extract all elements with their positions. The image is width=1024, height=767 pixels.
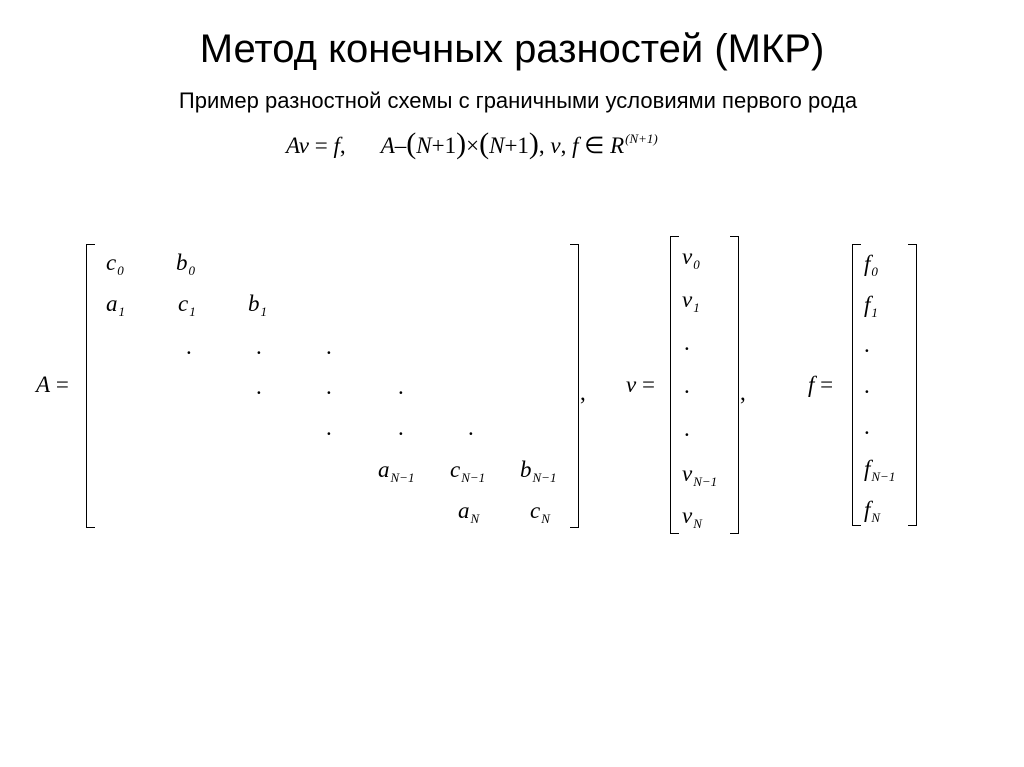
formula-dash: – xyxy=(394,133,407,158)
formula-element-of: ∈ xyxy=(584,133,605,158)
matrix-A-dot: . xyxy=(326,374,332,399)
vector-v-equals: = xyxy=(641,372,655,397)
slide-subtitle: Пример разностной схемы с граничными условиями первого рода xyxy=(178,88,858,113)
vector-f-entry: $f_0$ xyxy=(864,251,878,279)
vector-v-entry: $v_1$ xyxy=(682,287,700,315)
matrix-A-dot: . xyxy=(398,415,404,440)
formula-lparen-2: ( xyxy=(479,127,490,160)
slide-title: Метод конечных разностей (МКР) xyxy=(199,27,825,71)
formula-f: f xyxy=(333,133,340,158)
vector-f-dot: . xyxy=(864,373,870,398)
formula-A: A xyxy=(286,133,299,158)
vector-f-entry: $f_N$ xyxy=(864,497,881,525)
formula-f-2: f xyxy=(572,133,579,158)
vector-v-comma: , xyxy=(740,380,746,405)
matrix-A-cell-c1: $c_1$ xyxy=(178,291,196,319)
matrix-A-dot: . xyxy=(468,415,474,440)
formula-comma-1: , xyxy=(339,133,346,158)
matrix-A-cell-aN-1: $a_{N-1}$ xyxy=(378,457,415,485)
vector-v-left-bracket xyxy=(670,236,679,534)
vector-f-dot: . xyxy=(864,414,870,439)
matrix-A-equals: = xyxy=(55,372,69,397)
vector-v-label xyxy=(626,372,655,398)
formula-plus-one-1: +1 xyxy=(431,133,457,158)
vector-f-dot: . xyxy=(864,332,870,357)
formula-rparen-2: ) xyxy=(528,127,539,160)
vector-f-right-bracket xyxy=(908,244,917,526)
matrix-A-cell-a1: $a_1$ xyxy=(106,291,125,319)
formula-N-1: N xyxy=(416,133,432,158)
vector-f-equals: = xyxy=(820,372,834,397)
system-formula xyxy=(286,127,658,161)
formula-rparen-1: ) xyxy=(456,127,467,160)
matrix-A-cell-cN: $c_N$ xyxy=(530,498,550,526)
matrix-A-cell-bN-1: $b_{N-1}$ xyxy=(520,457,557,485)
matrix-A-label xyxy=(36,372,69,398)
vector-f-left-bracket xyxy=(852,244,861,526)
matrix-A-cell-cN-1: $c_{N-1}$ xyxy=(450,457,486,485)
formula-N-2: N xyxy=(489,133,505,158)
formula-plus-one-2: +1 xyxy=(504,133,529,158)
matrix-A-cell-c0: $c_0$ xyxy=(106,250,124,278)
formula-times: × xyxy=(466,133,480,158)
matrix-A-cell-b0: $b_0$ xyxy=(176,250,195,278)
matrix-A-dot: . xyxy=(398,374,404,399)
vector-v-entry: $v_0$ xyxy=(682,244,700,272)
vector-v-dot: . xyxy=(684,416,690,441)
matrix-A-comma: , xyxy=(580,380,586,405)
formula-v-2: v xyxy=(550,133,561,158)
vector-v-dot: . xyxy=(684,373,690,398)
matrix-A-symbol: A xyxy=(36,372,51,397)
formula-lparen-1: ( xyxy=(406,127,417,160)
vector-v-entry: $v_N$ xyxy=(682,503,702,531)
vector-f-entry: $f_{N-1}$ xyxy=(864,456,896,484)
vector-v-dot: . xyxy=(684,330,690,355)
vector-v-right-bracket xyxy=(730,236,739,534)
formula-equals: = xyxy=(314,133,328,158)
matrix-A-dot: . xyxy=(256,334,262,359)
matrix-A-right-bracket xyxy=(570,244,579,528)
matrix-A-cell-aN: $a_N$ xyxy=(458,498,480,526)
vector-v-entry: $v_{N-1}$ xyxy=(682,461,718,489)
vector-f-label xyxy=(808,372,833,398)
formula-v: v xyxy=(298,133,309,158)
vector-f-symbol: f xyxy=(808,372,815,397)
formula-A-dim: A xyxy=(380,133,395,158)
formula-comma-2: , xyxy=(538,133,545,158)
matrix-A-dot: . xyxy=(256,374,262,399)
matrix-A-dot: . xyxy=(186,334,192,359)
vector-f-entry: $f_1$ xyxy=(864,292,878,320)
vector-v-symbol: v xyxy=(626,372,637,397)
formula-comma-3: , xyxy=(560,133,567,158)
matrix-A-cell-b1: $b_1$ xyxy=(248,291,267,319)
formula-R: R xyxy=(610,133,625,158)
matrix-A-dot: . xyxy=(326,334,332,359)
matrix-A-dot: . xyxy=(326,415,332,440)
formula-R-superscript: (N+1) xyxy=(625,131,658,146)
matrix-A-left-bracket xyxy=(86,244,95,528)
